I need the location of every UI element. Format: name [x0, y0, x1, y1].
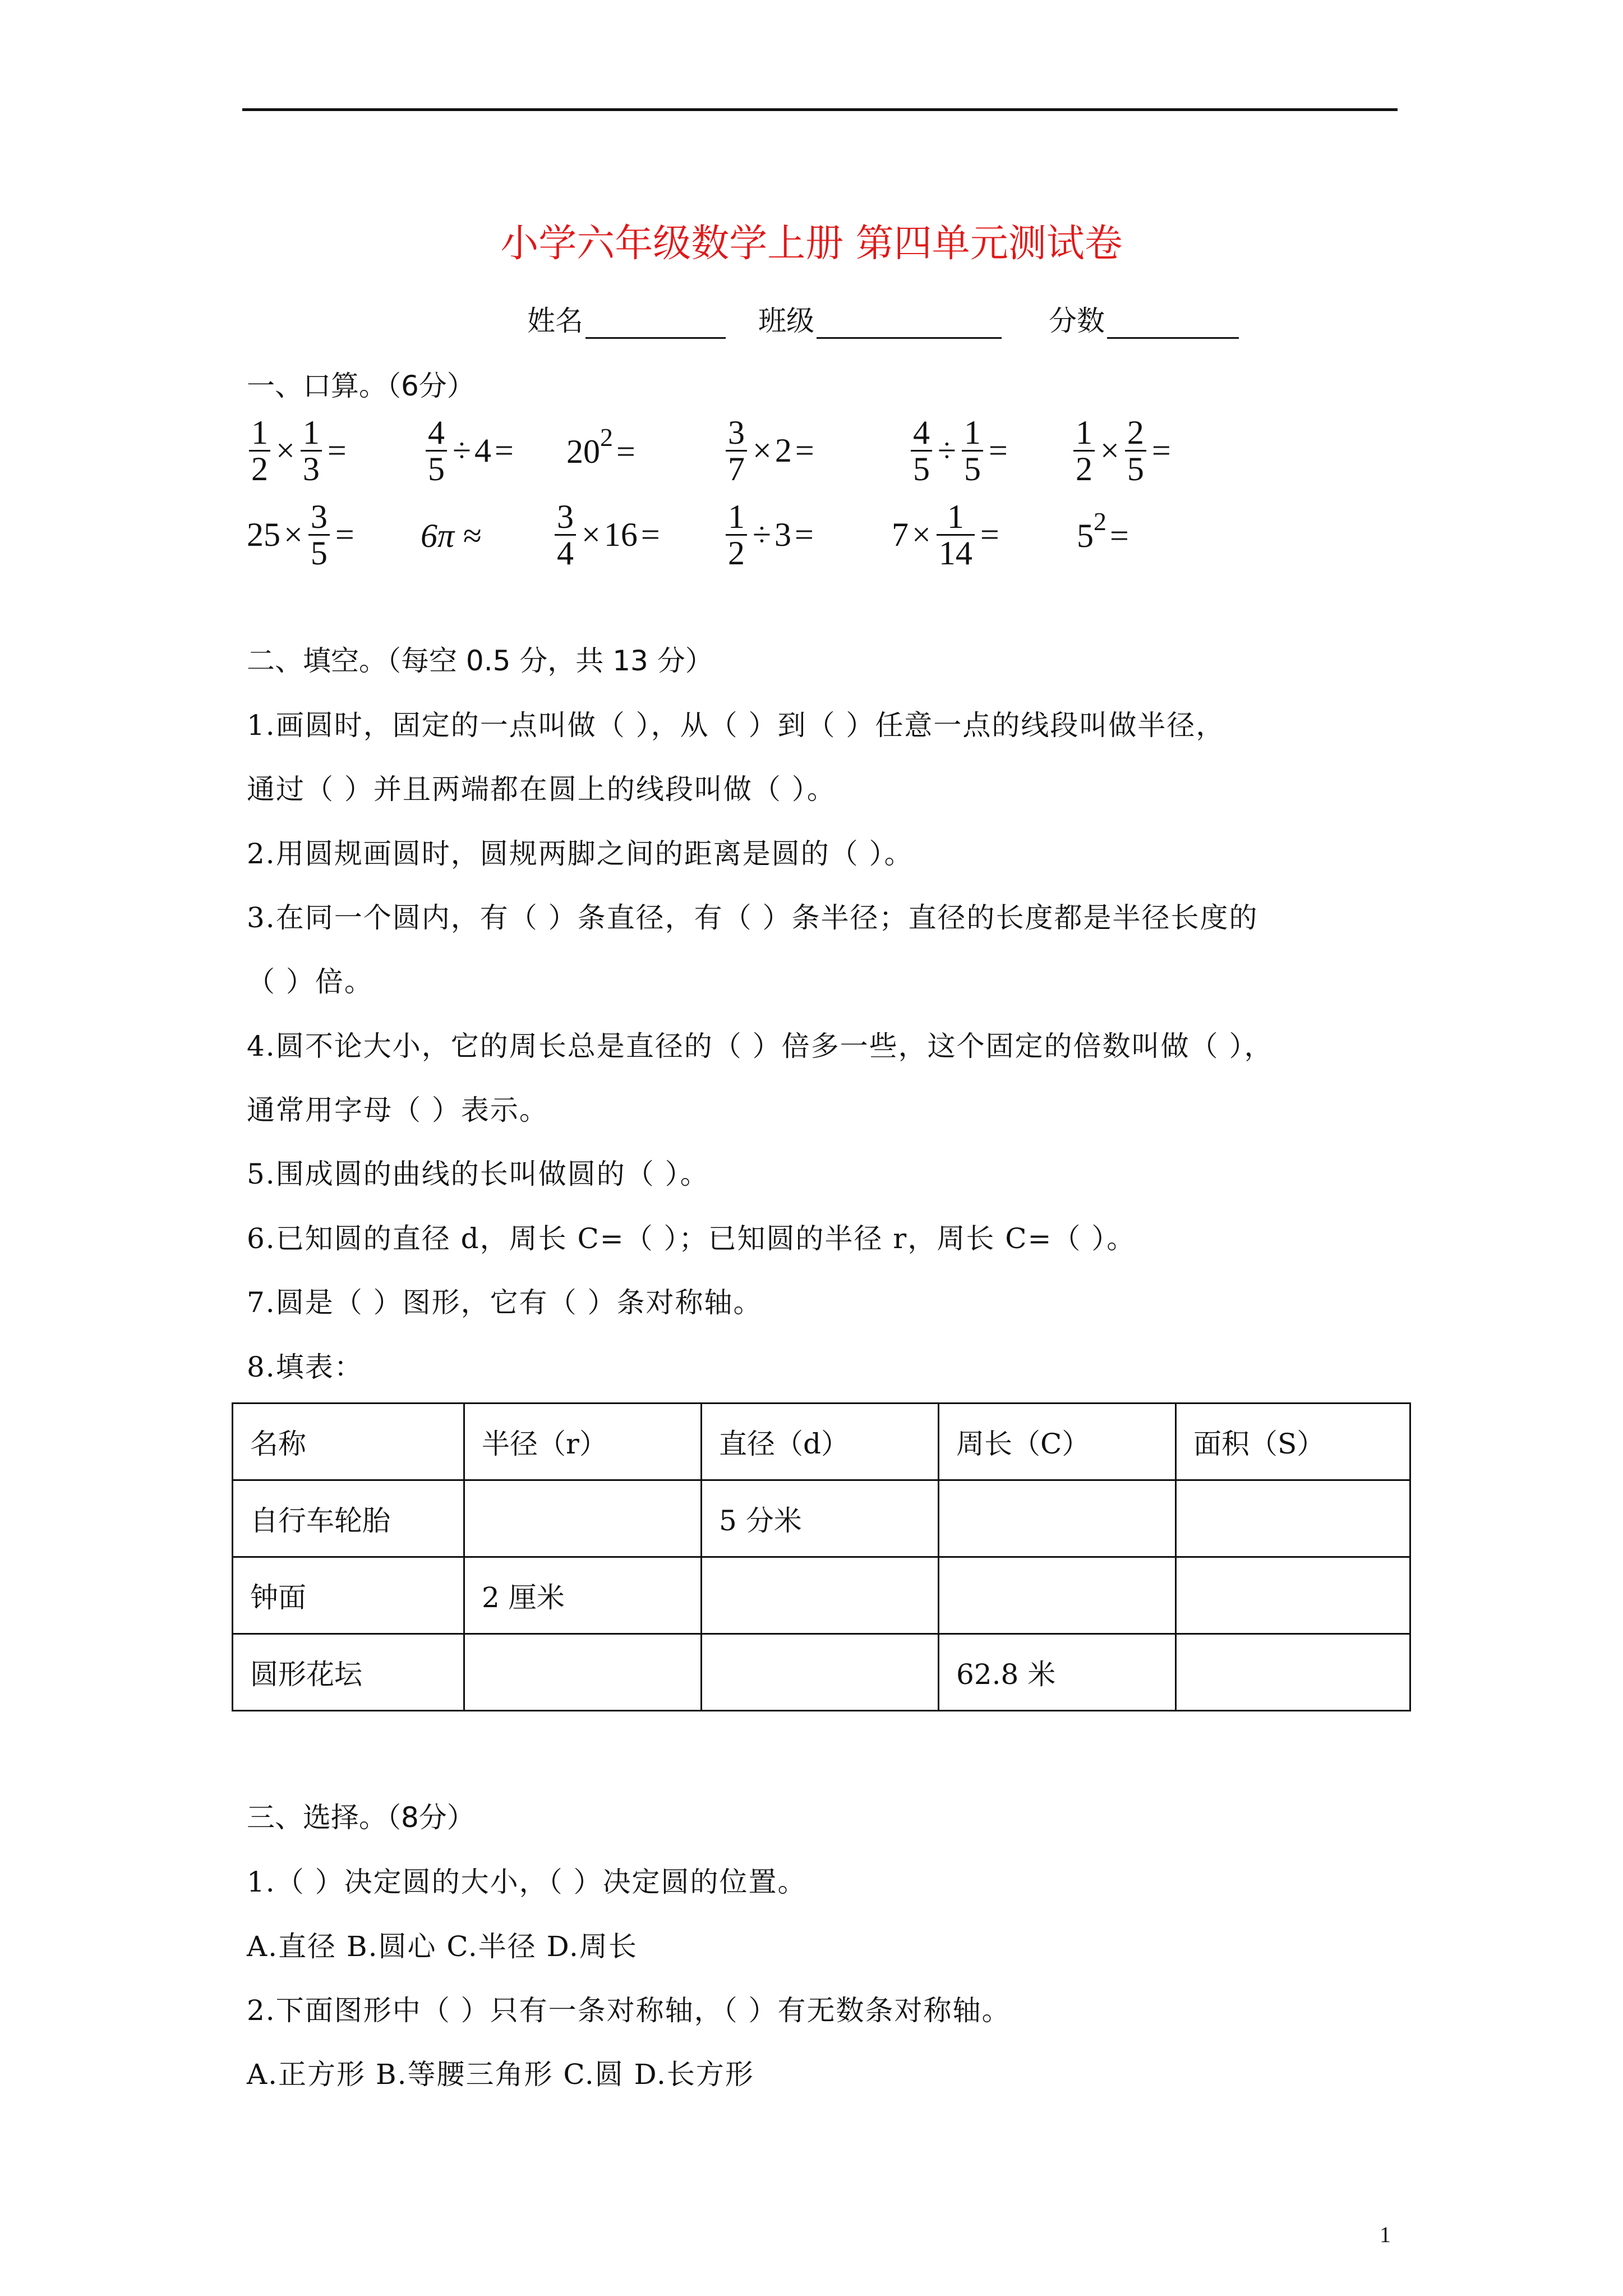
table-row — [233, 1634, 1410, 1711]
table-header-cell: 名称 — [233, 1404, 464, 1480]
table-header-row — [233, 1404, 1410, 1480]
calc-r2-4 — [723, 499, 817, 570]
class-label: 班级 — [758, 305, 814, 337]
section-heading-1: 一、口算。（6分） — [247, 370, 475, 402]
header-rule — [242, 108, 1398, 111]
fill-line-9: 6.已知圆的直径 d，周长 C=（ ）；已知圆的半径 r，周长 C=（ ）。 — [247, 1222, 1136, 1255]
denominator: 3 — [301, 450, 322, 486]
numerator: 1 — [947, 498, 964, 535]
table-cell — [464, 1634, 702, 1711]
equals: = — [980, 516, 999, 553]
calc-r1-1 — [247, 415, 350, 486]
choice-line-3: 2.下面图形中（ ）只有一条对称轴，（ ）有无数条对称轴。 — [247, 1994, 1011, 2027]
name-label: 姓名 — [527, 305, 583, 337]
numerator: 1 — [1076, 414, 1092, 451]
numerator: 3 — [728, 414, 745, 451]
calc-r1-3 — [566, 415, 639, 488]
operator: ÷ — [753, 516, 771, 553]
fill-line-10: 7.圆是（ ）图形，它有（ ）条对称轴。 — [247, 1286, 763, 1319]
section-heading-2: 二、填空。（每空 0.5 分，共 13 分） — [247, 645, 713, 677]
table-header-cell: 周长（C） — [939, 1404, 1176, 1480]
table-cell — [939, 1480, 1176, 1557]
calc-r2-5 — [892, 499, 1003, 570]
numerator: 4 — [913, 414, 930, 451]
choice-line-4: A.正方形 B.等腰三角形 C.圆 D.长方形 — [247, 2058, 754, 2091]
operator: × — [582, 516, 601, 553]
operator: ÷ — [453, 432, 471, 469]
table-cell: 钟面 — [233, 1557, 464, 1634]
operator: × — [276, 432, 295, 469]
table-header-cell: 面积（S） — [1176, 1404, 1410, 1480]
choice-line-1: 1.（ ）决定圆的大小，（ ）决定圆的位置。 — [247, 1866, 807, 1898]
operand: 25 — [247, 516, 280, 553]
operator: × — [912, 516, 931, 553]
calc-r2-3 — [552, 499, 663, 570]
numerator: 2 — [1127, 414, 1144, 451]
calc-r1-5 — [909, 415, 1011, 486]
fill-line-5: （ ）倍。 — [247, 965, 374, 998]
denominator: 7 — [726, 450, 747, 486]
class-field — [758, 298, 1002, 339]
denominator: 2 — [1073, 450, 1095, 486]
operator: × — [753, 432, 772, 469]
numerator: 3 — [557, 498, 574, 535]
denominator: 14 — [937, 534, 975, 570]
calc-r2-1 — [247, 499, 358, 570]
table-cell — [1176, 1634, 1410, 1711]
table-cell: 62.8 米 — [939, 1634, 1176, 1711]
table-cell: 自行车轮胎 — [233, 1480, 464, 1557]
table-cell — [1176, 1557, 1410, 1634]
expression: 6π ≈ — [421, 517, 481, 554]
equals: = — [794, 516, 814, 553]
fill-table — [232, 1402, 1411, 1711]
denominator: 2 — [249, 450, 270, 486]
table-cell: 2 厘米 — [464, 1557, 702, 1634]
numerator: 1 — [251, 414, 268, 451]
fill-line-7: 通常用字母（ ）表示。 — [247, 1094, 548, 1126]
score-label: 分数 — [1049, 305, 1105, 337]
table-row — [233, 1557, 1410, 1634]
fill-line-3: 2.用圆规画圆时，圆规两脚之间的距离是圆的（ ）。 — [247, 838, 914, 870]
choice-line-2: A.直径 B.圆心 C.半径 D.周长 — [247, 1930, 638, 1963]
equals: = — [616, 432, 635, 470]
table-cell — [702, 1634, 939, 1711]
fill-line-11: 8.填表： — [247, 1351, 363, 1383]
equals: = — [640, 516, 660, 553]
operator: ÷ — [938, 432, 956, 469]
base: 20 — [566, 432, 600, 470]
fill-line-6: 4.圆不论大小，它的周长总是直径的（ ）倍多一些，这个固定的倍数叫做（ ）， — [247, 1030, 1274, 1062]
equals: = — [1110, 517, 1129, 554]
operand: 7 — [892, 516, 909, 553]
denominator: 2 — [726, 534, 747, 570]
equals: = — [795, 432, 814, 469]
operand: 4 — [474, 432, 491, 469]
equals: = — [1151, 432, 1171, 469]
equals: = — [988, 432, 1008, 469]
exponent: 2 — [600, 422, 613, 452]
numerator: 4 — [428, 414, 445, 451]
base: 5 — [1077, 517, 1094, 554]
table-cell — [464, 1480, 702, 1557]
operator: × — [284, 516, 303, 553]
equals: = — [327, 432, 347, 469]
operator: × — [1100, 432, 1119, 469]
table-header-cell: 半径（r） — [464, 1404, 702, 1480]
fill-line-4: 3.在同一个圆内，有（ ）条直径，有（ ）条半径；直径的长度都是半径长度的 — [247, 901, 1258, 934]
equals: = — [494, 432, 514, 469]
denominator: 4 — [555, 534, 576, 570]
table-cell: 5 分米 — [702, 1480, 939, 1557]
calc-r1-2 — [423, 415, 517, 486]
table-cell: 圆形花坛 — [233, 1634, 464, 1711]
equals: = — [335, 516, 354, 553]
table-cell — [939, 1557, 1176, 1634]
denominator: 5 — [911, 450, 932, 486]
numerator: 1 — [302, 414, 320, 451]
page-number: 1 — [1380, 2222, 1391, 2247]
numerator: 3 — [310, 498, 328, 535]
exponent: 2 — [1094, 507, 1106, 536]
operand: 3 — [774, 516, 791, 553]
operand: 2 — [774, 432, 792, 469]
denominator: 5 — [426, 450, 447, 486]
section-heading-3: 三、选择。（8分） — [247, 1801, 475, 1834]
score-blank — [1107, 308, 1239, 339]
calc-r2-2 — [421, 499, 481, 572]
page-title: 小学六年级数学上册 第四单元测试卷 — [500, 222, 1123, 266]
table-cell — [1176, 1480, 1410, 1557]
numerator: 1 — [963, 414, 981, 451]
calc-r1-6 — [1071, 415, 1174, 486]
operand: 16 — [603, 516, 638, 553]
table-row — [233, 1480, 1410, 1557]
fill-line-8: 5.围成圆的曲线的长叫做圆的（ ）。 — [247, 1158, 709, 1190]
denominator: 5 — [1125, 450, 1146, 486]
score-field — [1049, 298, 1239, 339]
denominator: 5 — [308, 534, 330, 570]
numerator: 1 — [728, 498, 745, 535]
class-blank — [817, 308, 1002, 339]
denominator: 5 — [962, 450, 983, 486]
table-cell — [702, 1557, 939, 1634]
fill-line-1: 1.画圆时，固定的一点叫做（ ），从（ ）到（ ）任意一点的线段叫做半径， — [247, 709, 1225, 742]
fill-line-2: 通过（ ）并且两端都在圆上的线段叫做（ ）。 — [247, 773, 836, 806]
calc-r2-6 — [1077, 499, 1132, 572]
table-header-cell: 直径（d） — [702, 1404, 939, 1480]
name-blank — [585, 308, 726, 339]
name-field — [527, 298, 726, 339]
calc-r1-4 — [723, 415, 818, 486]
